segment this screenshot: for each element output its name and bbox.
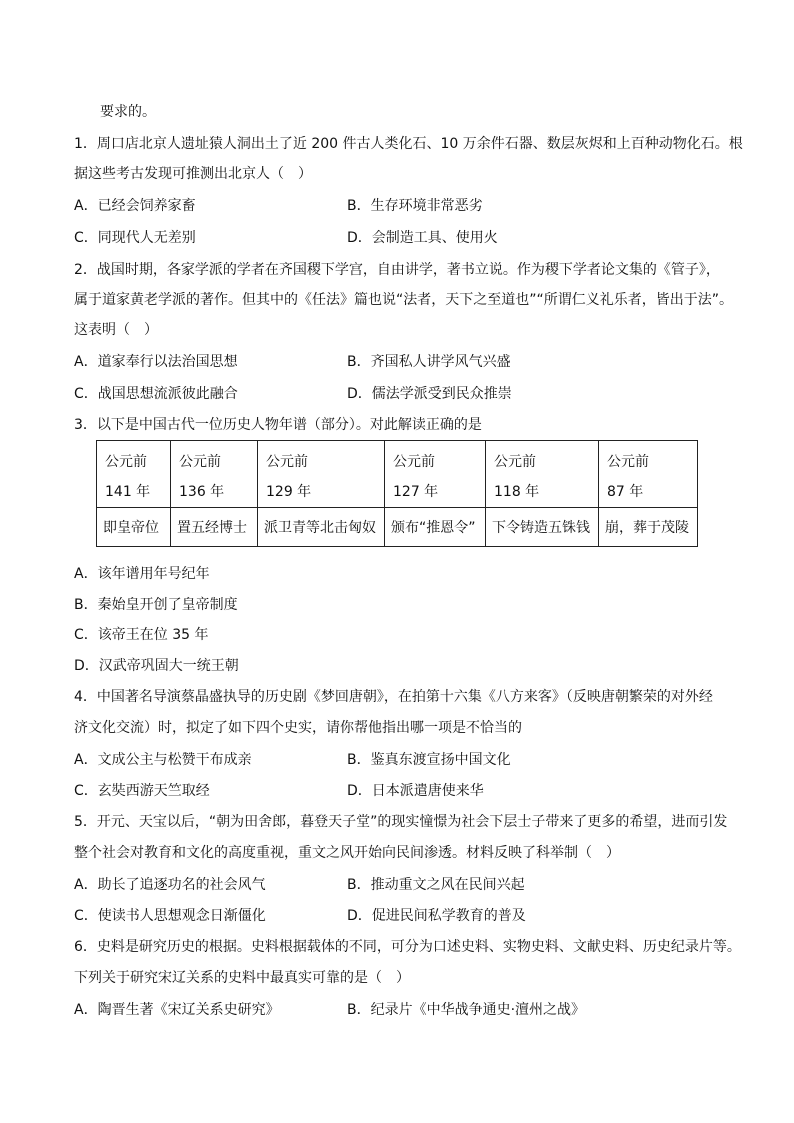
date-cell	[258, 441, 385, 508]
chronology-table	[96, 440, 698, 547]
q5-option-c: C．使读书人思想观念日渐僵化	[74, 908, 266, 924]
q3-option-b: B．秦始皇开创了皇帝制度	[74, 597, 238, 613]
q5-option-d: D．促进民间私学教育的普及	[347, 908, 526, 924]
q6-stem-line1: 6．史料是研究历史的根据。史料根据载体的不同，可分为口述史料、实物史料、文献史料、历史纪录片等。	[74, 939, 741, 955]
date-cell	[486, 441, 599, 508]
date-year: 118 年	[494, 484, 540, 500]
q2-option-d: D．儒法学派受到民众推崇	[347, 386, 512, 402]
q5-stem-line1: 5．开元、天宝以后，“朝为田舍郎，暮登天子堂”的现实憧憬为社会下层士子带来了更多的希望，进而引发	[74, 814, 728, 830]
q3-option-d: D．汉武帝巩固大一统王朝	[74, 658, 239, 674]
q2-stem-line1: 2．战国时期，各家学派的学者在齐国稷下学宫，自由讲学，著书立说。作为稷下学者论文集的《管子》，	[74, 262, 720, 278]
q6-option-b: B．纪录片《中华战争通史·澶州之战》	[347, 1002, 586, 1018]
event-cell: 即皇帝位	[97, 508, 171, 547]
q2-option-b: B．齐国私人讲学风气兴盛	[347, 354, 511, 370]
q1-option-a: A．已经会饲养家畜	[74, 198, 196, 214]
q5-option-a: A．助长了追逐功名的社会风气	[74, 877, 266, 893]
q2-option-c: C．战国思想流派彼此融合	[74, 386, 238, 402]
q5-option-b: B．推动重文之风在民间兴起	[347, 877, 525, 893]
intro-text: 要求的。	[100, 104, 156, 120]
q4-stem-line2: 济文化交流）时，拟定了如下四个史实，请你帮他指出哪一项是不恰当的	[74, 720, 522, 736]
date-cell	[599, 441, 698, 508]
q3-option-a: A．该年谱用年号纪年	[74, 566, 210, 582]
q1-stem-line1: 1．周口店北京人遗址猿人洞出土了近 200 件古人类化石、10 万余件石器、数层灰烬和上百种动物化石。根	[74, 136, 743, 152]
event-cell: 置五经博士	[171, 508, 258, 547]
date-prefix: 公元前	[179, 454, 221, 470]
q4-option-a: A．文成公主与松赞干布成亲	[74, 752, 252, 768]
q2-option-a: A．道家奉行以法治国思想	[74, 354, 238, 370]
date-year: 141 年	[105, 484, 151, 500]
date-prefix: 公元前	[393, 454, 435, 470]
date-year: 129 年	[266, 484, 312, 500]
event-cell: 颁布“推恩令”	[385, 508, 486, 547]
chronology-date-row	[97, 441, 698, 508]
date-prefix: 公元前	[105, 454, 147, 470]
q4-stem-line1: 4．中国著名导演蔡晶盛执导的历史剧《梦回唐朝》，在拍第十六集《八方来客》（反映唐朝繁荣的对外经	[74, 689, 713, 705]
q4-option-b: B．鉴真东渡宣扬中国文化	[347, 752, 511, 768]
date-prefix: 公元前	[266, 454, 308, 470]
event-cell: 派卫青等北击匈奴	[258, 508, 385, 547]
date-prefix: 公元前	[607, 454, 649, 470]
event-cell: 下令铸造五铢钱	[486, 508, 599, 547]
q3-stem-line1: 3．以下是中国古代一位历史人物年谱（部分）。对此解读正确的是	[74, 417, 482, 433]
date-year: 136 年	[179, 484, 225, 500]
date-prefix: 公元前	[494, 454, 536, 470]
date-cell	[171, 441, 258, 508]
q3-option-c: C．该帝王在位 35 年	[74, 627, 209, 643]
date-year: 127 年	[393, 484, 439, 500]
q5-stem-line2: 整个社会对教育和文化的高度重视，重文之风开始向民间渗透。材料反映了科举制（ ）	[74, 845, 620, 861]
q1-option-b: B．生存环境非常恶劣	[347, 198, 483, 214]
q6-stem-line2: 下列关于研究宋辽关系的史料中最真实可靠的是（ ）	[74, 970, 410, 986]
q2-stem-line2: 属于道家黄老学派的著作。但其中的《任法》篇也说“法者，天下之至道也”“所谓仁义礼乐者，皆出于法”。	[74, 292, 734, 308]
event-cell: 崩，葬于茂陵	[599, 508, 698, 547]
date-cell	[385, 441, 486, 508]
chronology-event-row	[97, 508, 698, 547]
q2-stem-line3: 这表明（ ）	[74, 322, 158, 338]
date-cell	[97, 441, 171, 508]
q1-option-d: D．会制造工具、使用火	[347, 230, 498, 246]
q1-option-c: C．同现代人无差别	[74, 230, 196, 246]
q4-option-d: D．日本派遣唐使来华	[347, 783, 484, 799]
q6-option-a: A．陶晋生著《宋辽关系史研究》	[74, 1002, 280, 1018]
date-year: 87 年	[607, 484, 644, 500]
q4-option-c: C．玄奘西游天竺取经	[74, 783, 210, 799]
q1-stem-line2: 据这些考古发现可推测出北京人（ ）	[74, 166, 312, 182]
